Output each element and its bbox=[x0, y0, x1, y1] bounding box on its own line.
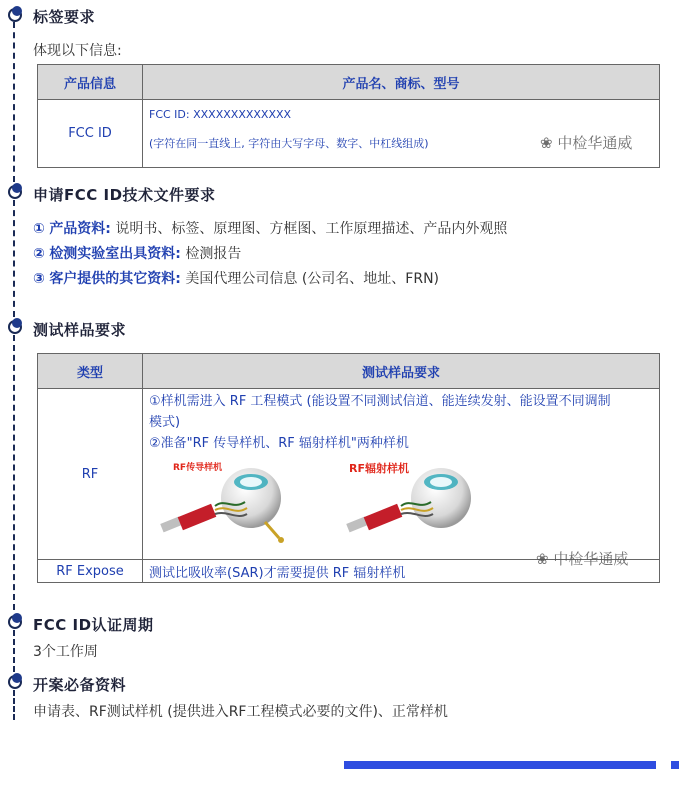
rf-radiated-sample-image bbox=[341, 466, 477, 552]
label-intro: 体现以下信息: bbox=[33, 43, 122, 59]
section-title-samples: 测试样品要求 bbox=[33, 321, 127, 339]
rf-label: RF bbox=[38, 389, 143, 560]
wechat-icon: ❀ bbox=[536, 550, 549, 568]
timeline-line bbox=[13, 335, 15, 610]
rf-expose-text: 测试比吸收率(SAR)才需要提供 RF 辐射样机 bbox=[143, 560, 660, 583]
bottom-decoration-dot bbox=[671, 761, 679, 769]
watermark-text: 中检华通威 bbox=[557, 134, 633, 152]
rf-conducted-sample-image bbox=[155, 466, 291, 552]
image-label-conducted: RF传导样机 bbox=[173, 463, 223, 473]
timeline-dot-icon bbox=[6, 613, 22, 629]
fcc-id-format: FCC ID: XXXXXXXXXXXXX bbox=[149, 108, 292, 121]
timeline-dot-icon bbox=[6, 6, 22, 22]
watermark bbox=[540, 132, 632, 153]
fcc-id-label: FCC ID bbox=[38, 100, 143, 168]
section-title-cycle: FCC ID认证周期 bbox=[33, 616, 154, 634]
table-header-type: 类型 bbox=[38, 354, 143, 389]
timeline-dot-icon bbox=[6, 318, 22, 334]
timeline-line bbox=[13, 690, 15, 720]
section-title-materials: 开案必备资料 bbox=[33, 676, 127, 694]
table-header-product-name: 产品名、商标、型号 bbox=[143, 65, 660, 100]
timeline-line bbox=[13, 22, 15, 182]
doc-item: ② 检测实验室出具资料: 检测报告 bbox=[33, 246, 242, 262]
materials-text: 申请表、RF测试样机 (提供进入RF工程模式必要的文件)、正常样机 bbox=[33, 704, 448, 720]
table-header-product-info: 产品信息 bbox=[38, 65, 143, 100]
cycle-text: 3个工作周 bbox=[33, 644, 98, 660]
rf-expose-label: RF Expose bbox=[38, 560, 143, 583]
wechat-icon: ❀ bbox=[540, 134, 553, 152]
table-header-sample-req: 测试样品要求 bbox=[143, 354, 660, 389]
doc-item: ③ 客户提供的其它资料: 美国代理公司信息 (公司名、地址、FRN) bbox=[33, 271, 440, 287]
image-label-radiated: RF辐射样机 bbox=[349, 462, 409, 475]
section-title-docs: 申请FCC ID技术文件要求 bbox=[33, 186, 216, 204]
sample-images bbox=[149, 454, 653, 554]
watermark-text: 中检华通威 bbox=[553, 550, 629, 568]
bottom-decoration-bar bbox=[344, 761, 656, 769]
rf-req-line: 模式) bbox=[149, 415, 181, 430]
watermark bbox=[536, 548, 628, 569]
fcc-id-rule: (字符在同一直线上, 字符由大写字母、数字、中杠线组成) bbox=[149, 137, 429, 150]
timeline-dot-icon bbox=[6, 673, 22, 689]
rf-req-line: ②准备"RF 传导样机、RF 辐射样机"两种样机 bbox=[149, 436, 409, 451]
doc-item: ① 产品资料: 说明书、标签、原理图、方框图、工作原理描述、产品内外观照 bbox=[33, 221, 508, 237]
timeline-line bbox=[13, 200, 15, 317]
timeline-dot-icon bbox=[6, 183, 22, 199]
rf-req-cell bbox=[143, 389, 660, 560]
timeline-line bbox=[13, 630, 15, 672]
section-title-label: 标签要求 bbox=[33, 8, 96, 26]
rf-req-line: ①样机需进入 RF 工程模式 (能设置不同测试信道、能连续发射、能设置不同调制 bbox=[149, 394, 611, 409]
